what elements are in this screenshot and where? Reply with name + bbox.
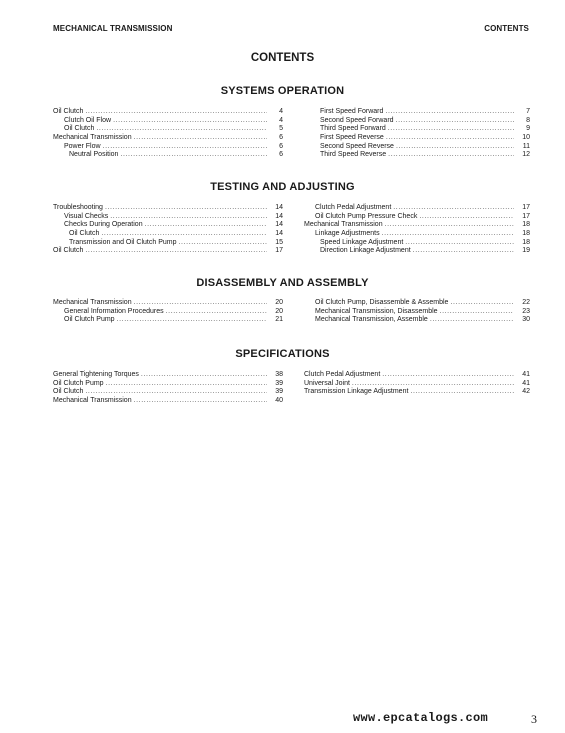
toc-entry-label: General Information Procedures — [64, 307, 164, 315]
toc-entry-label: General Tightening Torques — [53, 370, 139, 378]
dot-leader — [179, 239, 267, 248]
toc-entry-label: Direction Linkage Adjustment — [320, 247, 411, 255]
toc-entry-page: 5 — [279, 125, 283, 133]
toc-entry[interactable] — [53, 388, 283, 397]
toc-entry-label: Visual Checks — [64, 212, 109, 220]
toc-entry[interactable] — [53, 204, 283, 213]
toc-entry-page: 20 — [275, 298, 283, 306]
dot-leader — [352, 380, 514, 389]
running-header-left: MECHANICAL TRANSMISSION — [53, 24, 173, 33]
dot-leader — [440, 308, 514, 317]
dot-leader — [106, 380, 267, 389]
toc-entry[interactable] — [304, 316, 530, 325]
dot-leader — [388, 125, 514, 134]
dot-leader — [410, 388, 514, 397]
toc-column-right — [304, 108, 530, 160]
dot-leader — [101, 230, 267, 239]
toc-entry-label: Oil Clutch — [69, 230, 100, 238]
toc-entry[interactable] — [304, 221, 530, 230]
toc-entry-page: 42 — [522, 388, 530, 396]
toc-entry-page: 14 — [275, 221, 283, 229]
toc-entry[interactable] — [304, 108, 530, 117]
toc-entry-label: Oil Clutch Pump, Disassemble & Assemble — [315, 298, 449, 306]
toc-entry[interactable] — [53, 108, 283, 117]
toc-entry[interactable] — [304, 247, 530, 256]
toc-entry[interactable] — [304, 143, 530, 152]
toc-entry-page: 20 — [275, 307, 283, 315]
toc-entry-page: 39 — [275, 388, 283, 396]
toc-entry-label: Mechanical Transmission, Assemble — [315, 316, 428, 324]
toc-entry-label: Oil Clutch Pump Pressure Check — [315, 212, 418, 220]
toc-entry-page: 6 — [279, 134, 283, 142]
toc-entry[interactable] — [53, 143, 283, 152]
toc-entry[interactable] — [53, 308, 283, 317]
dot-leader — [145, 221, 267, 230]
dot-leader — [85, 108, 267, 117]
dot-leader — [396, 117, 514, 126]
toc-entry[interactable] — [304, 299, 530, 308]
toc-entry-label: Oil Clutch — [53, 107, 84, 115]
toc-entry-page: 8 — [526, 116, 530, 124]
toc-column-left — [53, 108, 283, 160]
section-title: SYSTEMS OPERATION — [220, 85, 345, 97]
toc-entry[interactable] — [53, 221, 283, 230]
dot-leader — [110, 213, 267, 222]
toc-entry-page: 10 — [522, 134, 530, 142]
toc-entry-label: Oil Clutch Pump — [64, 316, 115, 324]
toc-column-left — [53, 204, 283, 256]
toc-entry[interactable] — [304, 380, 530, 389]
dot-leader — [134, 134, 267, 143]
dot-leader — [141, 371, 267, 380]
toc-entry[interactable] — [53, 230, 283, 239]
toc-entry[interactable] — [53, 213, 283, 222]
toc-entry-label: Linkage Adjustments — [315, 230, 380, 238]
toc-entry-page: 23 — [522, 307, 530, 315]
dot-leader — [450, 299, 514, 308]
dot-leader — [166, 308, 267, 317]
toc-entry-page: 9 — [526, 125, 530, 133]
toc-column-right — [304, 299, 530, 325]
toc-entry-page: 15 — [275, 238, 283, 246]
section-title: SPECIFICATIONS — [235, 348, 330, 360]
footer-url[interactable]: www.epcatalogs.com — [353, 711, 489, 725]
dot-leader — [134, 397, 267, 406]
toc-column-left — [53, 371, 283, 406]
toc-entry-label: Oil Clutch — [53, 388, 84, 396]
dot-leader — [388, 151, 514, 160]
toc-entry-page: 14 — [275, 212, 283, 220]
toc-entry[interactable] — [304, 125, 530, 134]
toc-entry-label: Clutch Pedal Adjustment — [304, 370, 381, 378]
toc-entry-page: 14 — [275, 203, 283, 211]
section-title: DISASSEMBLY AND ASSEMBLY — [196, 277, 369, 289]
dot-leader — [413, 247, 514, 256]
toc-entry-page: 39 — [275, 379, 283, 387]
toc-entry[interactable] — [53, 247, 283, 256]
toc-entry-label: Oil Clutch — [64, 125, 95, 133]
toc-entry-page: 40 — [275, 397, 283, 405]
dot-leader — [386, 134, 514, 143]
page-number: 3 — [531, 712, 537, 726]
toc-entry-page: 38 — [275, 370, 283, 378]
toc-entry-page: 7 — [526, 107, 530, 115]
toc-entry[interactable] — [53, 134, 283, 143]
toc-entry[interactable] — [53, 125, 283, 134]
toc-column-left — [53, 299, 283, 325]
dot-leader — [430, 316, 514, 325]
toc-entry-label: Transmission Linkage Adjustment — [304, 388, 409, 396]
toc-entry-label: Third Speed Reverse — [320, 151, 387, 159]
toc-entry[interactable] — [53, 380, 283, 389]
toc-entry[interactable] — [53, 397, 283, 406]
toc-entry[interactable] — [304, 117, 530, 126]
toc-entry[interactable] — [53, 299, 283, 308]
toc-entry-label: Power Flow — [64, 142, 101, 150]
toc-entry[interactable] — [53, 239, 283, 248]
dot-leader — [419, 213, 514, 222]
toc-entry-label: Oil Clutch — [53, 247, 84, 255]
toc-entry[interactable] — [304, 134, 530, 143]
toc-entry[interactable] — [53, 151, 283, 160]
toc-entry-label: Second Speed Forward — [320, 116, 394, 124]
dot-leader — [85, 388, 267, 397]
toc-entry[interactable] — [304, 308, 530, 317]
toc-entry-label: Clutch Pedal Adjustment — [315, 203, 392, 211]
toc-entry-page: 4 — [279, 107, 283, 115]
dot-leader — [385, 108, 514, 117]
toc-entry-label: Second Speed Reverse — [320, 142, 394, 150]
toc-entry-page: 18 — [522, 238, 530, 246]
toc-entry-label: Mechanical Transmission — [53, 134, 132, 142]
dot-leader — [117, 316, 267, 325]
toc-entry-label: Checks During Operation — [64, 221, 143, 229]
toc-entry-page: 6 — [279, 142, 283, 150]
toc-entry[interactable] — [304, 213, 530, 222]
page-title: CONTENTS — [250, 52, 315, 64]
toc-entry-page: 17 — [522, 203, 530, 211]
toc-entry-page: 4 — [279, 116, 283, 124]
dot-leader — [96, 125, 267, 134]
toc-entry-page: 41 — [522, 379, 530, 387]
toc-entry-label: Neutral Position — [69, 151, 119, 159]
dot-leader — [405, 239, 514, 248]
dot-leader — [105, 204, 267, 213]
toc-entry-label: Transmission and Oil Clutch Pump — [69, 238, 177, 246]
toc-entry-page: 17 — [275, 247, 283, 255]
running-header-right: CONTENTS — [484, 24, 529, 33]
toc-entry-page: 18 — [522, 230, 530, 238]
dot-leader — [393, 204, 514, 213]
dot-leader — [113, 117, 267, 126]
toc-entry-page: 19 — [522, 247, 530, 255]
toc-entry-page: 30 — [522, 316, 530, 324]
section-title: TESTING AND ADJUSTING — [210, 181, 355, 193]
toc-entry-label: Mechanical Transmission — [53, 397, 132, 405]
toc-entry-page: 21 — [275, 316, 283, 324]
toc-entry-label: Universal Joint — [304, 379, 350, 387]
toc-entry-page: 22 — [522, 298, 530, 306]
dot-leader — [385, 221, 514, 230]
dot-leader — [134, 299, 267, 308]
dot-leader — [85, 247, 267, 256]
toc-entry[interactable] — [304, 239, 530, 248]
toc-entry-page: 17 — [522, 212, 530, 220]
toc-entry[interactable] — [304, 230, 530, 239]
toc-entry-label: First Speed Reverse — [320, 134, 384, 142]
toc-entry-page: 6 — [279, 151, 283, 159]
toc-entry[interactable] — [304, 371, 530, 380]
toc-entry-label: Troubleshooting — [53, 203, 103, 211]
toc-entry-label: First Speed Forward — [320, 107, 384, 115]
toc-entry-page: 18 — [522, 221, 530, 229]
toc-entry-label: Mechanical Transmission — [53, 298, 132, 306]
toc-entry-page: 11 — [522, 142, 530, 150]
toc-entry-page: 41 — [522, 370, 530, 378]
dot-leader — [120, 151, 267, 160]
toc-column-right — [304, 204, 530, 256]
toc-entry-label: Speed Linkage Adjustment — [320, 238, 404, 246]
toc-entry[interactable] — [304, 388, 530, 397]
toc-entry-label: Oil Clutch Pump — [53, 379, 104, 387]
toc-entry-page: 12 — [522, 151, 530, 159]
dot-leader — [103, 143, 267, 152]
dot-leader — [396, 143, 514, 152]
toc-entry-label: Third Speed Forward — [320, 125, 386, 133]
toc-entry-label: Clutch Oil Flow — [64, 116, 112, 124]
toc-entry[interactable] — [304, 204, 530, 213]
toc-entry-label: Mechanical Transmission, Disassemble — [315, 307, 438, 315]
toc-entry-page: 14 — [275, 230, 283, 238]
toc-column-right — [304, 371, 530, 397]
toc-entry[interactable] — [53, 117, 283, 126]
toc-entry[interactable] — [53, 371, 283, 380]
dot-leader — [382, 371, 514, 380]
toc-entry-label: Mechanical Transmission — [304, 221, 383, 229]
dot-leader — [382, 230, 514, 239]
toc-entry[interactable] — [53, 316, 283, 325]
toc-entry[interactable] — [304, 151, 530, 160]
